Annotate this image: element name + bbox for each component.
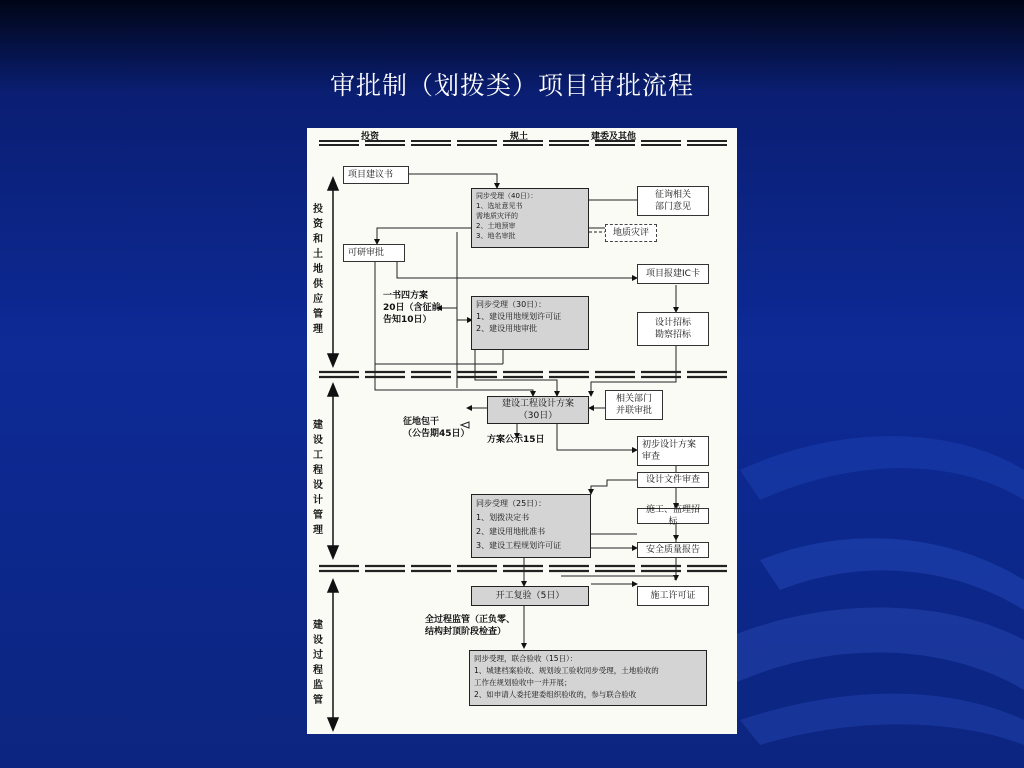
- box-sync-30: 同步受理（30日）： 1、建设用地规划许可证 2、建设用地审批: [471, 296, 589, 350]
- header-construction: 建委及其他: [591, 132, 637, 142]
- phase-label-investment: 投资和土地供应管理: [313, 204, 323, 335]
- note-land-acquisition: 征地包干 （公告期45日）: [403, 417, 470, 439]
- phase-divider-1: [319, 372, 731, 377]
- flowchart-panel: [307, 128, 737, 734]
- phase-label-design: 建设工程设计管理: [313, 420, 323, 536]
- box-feasibility: 可研审批: [343, 244, 405, 262]
- box-consult: 征询相关 部门意见: [637, 186, 709, 216]
- box-sync-40: 同步受理（40日）： 1、选址意见书 需地质灾评的 2、土地预审 3、地名审批: [471, 188, 589, 248]
- note-full-supervision: 全过程监管（正负零、 结构封顶阶段检查）: [425, 615, 516, 637]
- box-start-check: 开工复验（5日）: [471, 586, 589, 606]
- box-geo-eval: 地质灾评: [605, 224, 657, 242]
- note-scheme-publicity: 方案公示15日: [487, 435, 545, 445]
- box-sync-25: 同步受理（25日）： 1、划拨决定书 2、建设用地批准书 3、建设工程规划许可证: [471, 494, 591, 558]
- header-invest: 投资: [361, 132, 380, 142]
- slide-title: 审批制（划拨类）项目审批流程: [329, 71, 694, 100]
- box-sync-15: 同步受理，联合验收（15日）： 1、城建档案验收、规划竣工验收同步受理，土地验收的 工作在规划验收中一并开展； 2、如申请人委托建委组织验收的，参与联合验收: [469, 650, 707, 706]
- note-one-book-four-plans: 一书四方案 20日（含征前 告知10日）: [383, 291, 441, 325]
- box-design-survey-bidding: 设计招标 勘察招标: [637, 312, 709, 346]
- box-design-doc-review: 设计文件审查: [637, 472, 709, 488]
- box-ic-card: 项目报建IC卡: [637, 264, 709, 284]
- box-construction-bidding: 施工、监理招标: [637, 508, 709, 524]
- box-construction-permit: 施工许可证: [637, 586, 709, 606]
- box-safety-report: 安全质量报告: [637, 542, 709, 558]
- phase-label-supervision: 建设过程监管: [313, 620, 323, 706]
- box-design-scheme: 建设工程设计方案 （30日）: [487, 396, 589, 424]
- phase-arrows: [328, 178, 338, 730]
- phase-divider-2: [319, 566, 731, 571]
- box-joint-review: 相关部门 并联审批: [605, 390, 663, 420]
- header-land: 规土: [510, 132, 529, 142]
- box-preliminary-design: 初步设计方案 审查: [637, 436, 709, 466]
- box-project-proposal: 项目建议书: [343, 166, 409, 184]
